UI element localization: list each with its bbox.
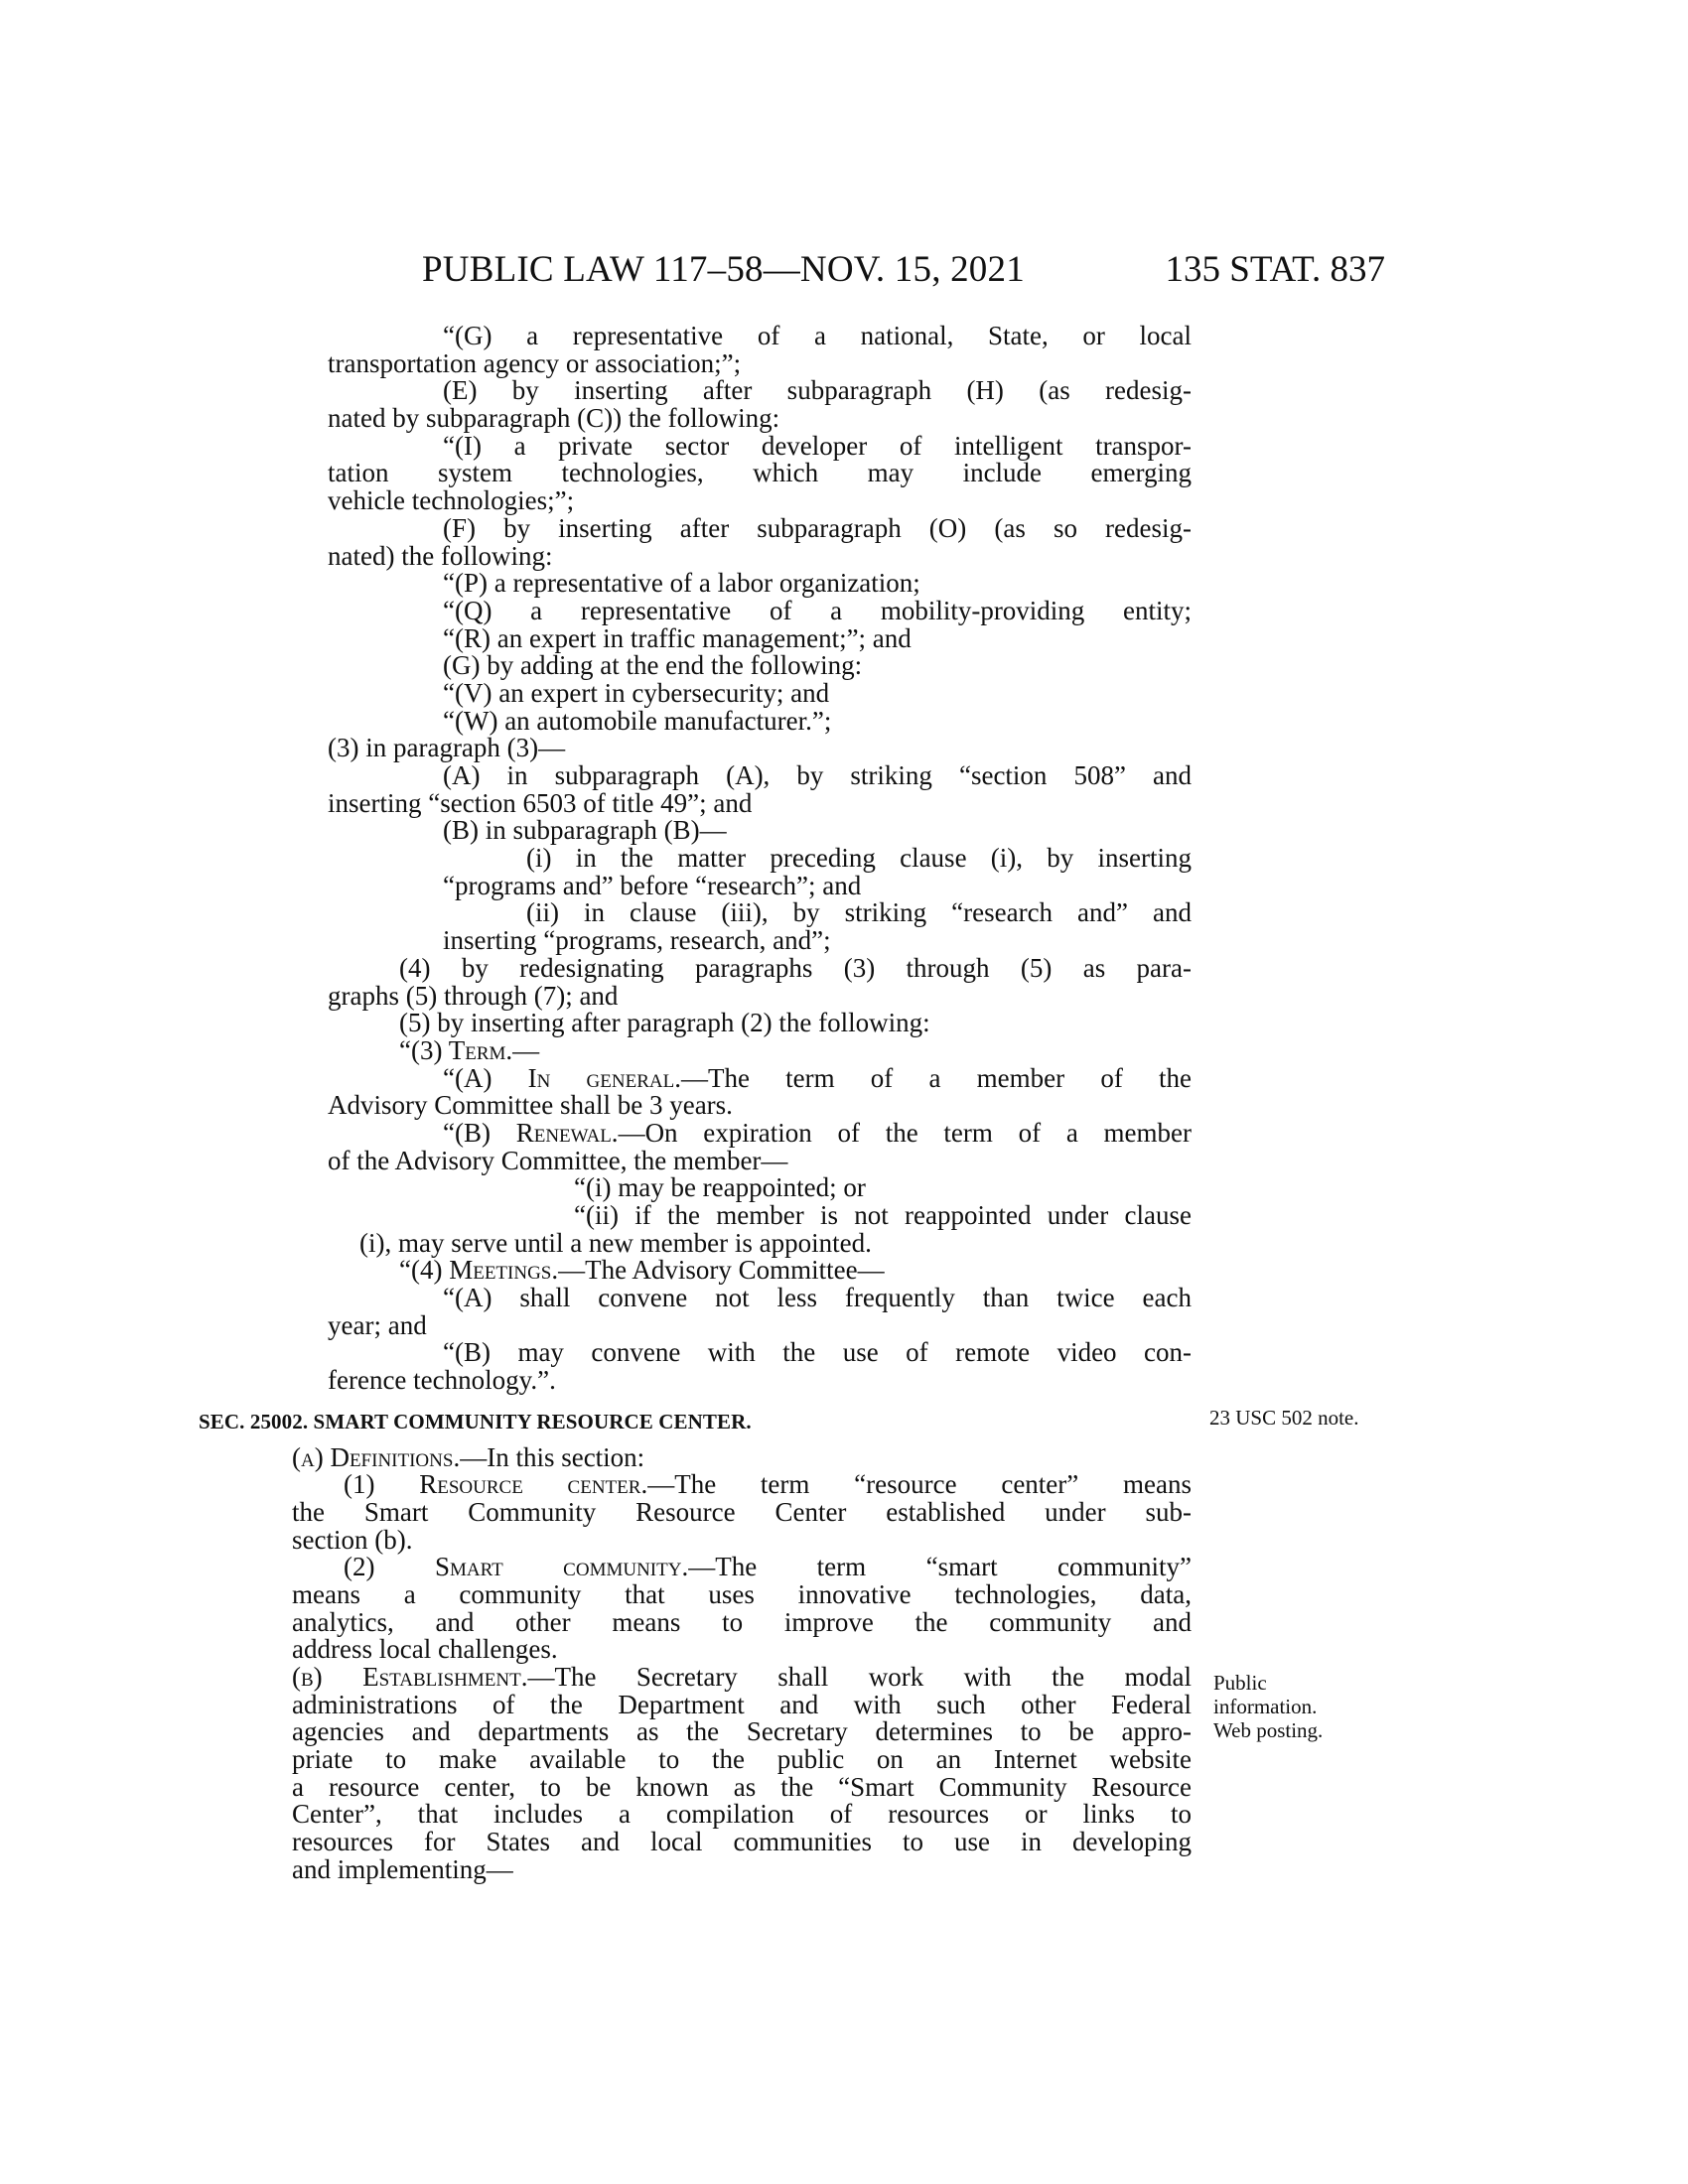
text-line: nated by subparagraph (C)) the following:: [328, 403, 780, 434]
text-line: [328, 1062, 1192, 1093]
text-line: (ii) in clause (iii), by striking “research and” and: [526, 897, 1192, 928]
text-fragment: —In this section:: [460, 1441, 645, 1472]
definitions-heading: (a) Definitions.: [292, 1441, 461, 1472]
text-line: (3) in paragraph (3)—: [328, 733, 566, 763]
text-line: “(A) shall convene not less frequently than twice each: [443, 1283, 1192, 1313]
text-line: “(W) an automobile manufacturer.”;: [443, 705, 832, 736]
in-general-heading: “(A) In general.: [443, 1062, 681, 1093]
text-line: “programs and” before “research”; and: [443, 870, 862, 900]
text-line: section (b).: [292, 1524, 413, 1555]
text-line: ference technology.”.: [328, 1365, 556, 1396]
text-line: (E) by inserting after subparagraph (H) (as redesig-: [443, 375, 1192, 406]
text-line: means a community that uses innovative technologies, data,: [292, 1578, 1192, 1609]
text-line: and implementing—: [292, 1853, 513, 1884]
text-line: the Smart Community Resource Center established under sub-: [292, 1496, 1192, 1527]
text-line: “(ii) if the member is not reappointed under clause: [574, 1200, 1192, 1230]
public-info-margin-note: [1213, 1671, 1323, 1742]
margin-note-line: Web posting.: [1213, 1718, 1324, 1742]
text-line: analytics, and other means to improve the community and: [292, 1606, 1192, 1637]
text-line: nated) the following:: [328, 540, 553, 571]
establishment-heading: (b) Establishment.: [292, 1662, 528, 1692]
text-line: [328, 1471, 1192, 1499]
statute-page-number: 135 STAT. 837: [1165, 249, 1385, 290]
text-line: graphs (5) through (7); and: [328, 980, 619, 1011]
text-line: [328, 1554, 1192, 1581]
text-fragment: —The Secretary shall work with the modal: [527, 1662, 1193, 1692]
margin-note-line: Public: [1213, 1671, 1267, 1695]
statute-body: [199, 321, 1193, 1884]
text-fragment: —On expiration of the term of a member: [618, 1117, 1193, 1148]
text-line: [292, 1664, 1192, 1692]
margin-note-line: information.: [1213, 1695, 1318, 1718]
smart-community-heading: (2) Smart community.: [344, 1552, 689, 1582]
text-line: transportation agency or association;”;: [328, 347, 742, 378]
text-line: Center”, that includes a compilation of resources or links to: [292, 1799, 1192, 1830]
text-fragment: —The term of a member of the: [680, 1062, 1192, 1093]
text-line: (i), may serve until a new member is appointed.: [359, 1227, 872, 1258]
text-line: (F) by inserting after subparagraph (O) (as so redesig-: [443, 512, 1192, 543]
section-heading: SEC. 25002. SMART COMMUNITY RESOURCE CENTER.: [199, 1409, 752, 1433]
text-line: administrations of the Department and with such other Federal: [292, 1689, 1192, 1719]
text-fragment: —The Advisory Committee—: [558, 1255, 885, 1286]
text-line: “(V) an expert in cybersecurity; and: [443, 677, 830, 708]
text-line: of the Advisory Committee, the member—: [328, 1145, 788, 1175]
text-line: priate to make available to the public on an Internet website: [292, 1744, 1192, 1775]
text-fragment: —The term “resource center” means: [647, 1469, 1192, 1500]
text-line: vehicle technologies;”;: [328, 485, 575, 516]
page-header: [422, 248, 1385, 292]
text-line: “(i) may be reappointed; or: [574, 1172, 866, 1203]
text-line: (A) in subparagraph (A), by striking “section 508” and: [443, 760, 1192, 790]
text-line: inserting “programs, research, and”;: [443, 925, 831, 956]
text-line: agencies and departments as the Secretary determines to be appro-: [292, 1716, 1192, 1747]
text-line: “(Q) a representative of a mobility-providing entity;: [443, 595, 1192, 625]
text-line: (i) in the matter preceding clause (i), by inserting: [526, 843, 1192, 874]
text-line: (4) by redesignating paragraphs (3) through (5) as para-: [399, 952, 1192, 983]
text-line: [292, 1441, 1192, 1472]
resource-center-heading: (1) Resource center.: [344, 1469, 648, 1500]
text-line: Advisory Committee shall be 3 years.: [328, 1090, 733, 1121]
text-line: a resource center, to be known as the “Smart Community Resource: [292, 1771, 1192, 1802]
text-line: year; and: [328, 1309, 427, 1340]
usc-margin-note: 23 USC 502 note.: [1209, 1406, 1359, 1430]
term-heading: “(3) Term.—: [399, 1034, 540, 1065]
text-fragment: —The term “smart community”: [688, 1552, 1193, 1582]
text-line: address local challenges.: [292, 1634, 558, 1665]
text-line: [328, 1117, 1193, 1148]
text-line: “(B) may convene with the use of remote video con-: [443, 1337, 1192, 1368]
renewal-heading: “(B) Renewal.: [443, 1117, 619, 1148]
text-line: (G) by adding at the end the following:: [443, 650, 863, 681]
text-line: “(P) a representative of a labor organization;: [443, 568, 920, 599]
text-line: [367, 1257, 1192, 1285]
text-line: “(G) a representative of a national, State, or local: [443, 321, 1192, 350]
text-line: tation system technologies, which may include emerging: [328, 458, 1192, 488]
text-line: “(R) an expert in traffic management;”; and: [443, 622, 912, 653]
meetings-heading: “(4) Meetings.: [399, 1255, 559, 1286]
text-line: inserting “section 6503 of title 49”; and: [328, 787, 753, 818]
public-law-citation: PUBLIC LAW 117–58—NOV. 15, 2021: [422, 249, 1025, 290]
text-line: resources for States and local communities to use in developing: [292, 1827, 1192, 1857]
text-line: [367, 1034, 1192, 1065]
text-line: (B) in subparagraph (B)—: [443, 815, 727, 846]
text-line: (5) by inserting after paragraph (2) the following:: [399, 1008, 930, 1038]
text-line: “(I) a private sector developer of intelligent transpor-: [443, 430, 1192, 461]
